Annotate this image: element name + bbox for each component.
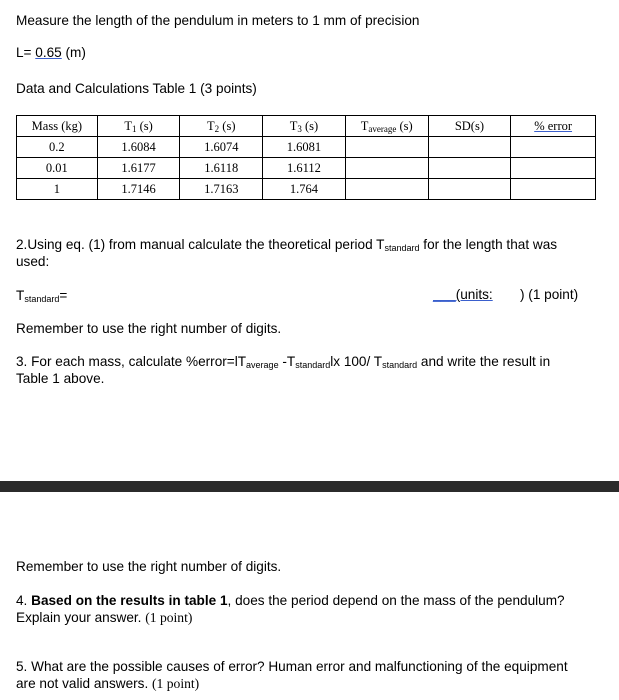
instruction-text: Measure the length of the pendulum in meters to 1 mm of precision [16, 13, 420, 28]
q2-line2: used: [16, 254, 50, 269]
header-t1: $T_1$ (s) [97, 116, 180, 137]
cell-t1: 1.6084 [97, 137, 180, 158]
header-sd: SD(s) [428, 116, 511, 137]
q3-line1: 3. For each mass, calculate $\%error=lT_{average}$ $-T_{standard}lx$ 100/ $T_{standard}$ and write the result in [16, 354, 551, 370]
cell-mass: 0.2 [17, 137, 98, 158]
length-label: L= [16, 45, 36, 60]
cell-t2: 1.7163 [180, 179, 263, 200]
cell-mass: 0.01 [17, 158, 98, 179]
cell-sd[interactable] [428, 158, 511, 179]
length-line [16, 44, 86, 61]
q2-line1: 2.Using eq. (1) from manual calculate the theoretical period $T_{standard}$ for the length that was [16, 237, 558, 253]
table-header-row [17, 116, 596, 137]
units-field[interactable]: ___(units: [433, 287, 493, 302]
table-row [17, 179, 596, 200]
cell-error[interactable] [511, 137, 596, 158]
header-t3: $T_3$ (s) [263, 116, 346, 137]
q4-line1: 4. Based on the results in table 1, does the period depend on the mass of the pendulum? [16, 593, 565, 608]
cell-t3: 1.6112 [263, 158, 346, 179]
q5-line2: are not valid answers. (1 point) [16, 676, 200, 691]
length-value[interactable]: 0.65 [35, 45, 62, 60]
cell-t2: 1.6074 [180, 137, 263, 158]
q4-bold: Based on the results in table 1 [31, 593, 228, 608]
cell-error[interactable] [511, 179, 596, 200]
table-row [17, 158, 596, 179]
header-t2: $T_2$ (s) [180, 116, 263, 137]
length-unit: (m) [61, 45, 86, 60]
cell-error[interactable] [511, 158, 596, 179]
units-points: ) (1 point) [520, 287, 579, 302]
cell-sd[interactable] [428, 137, 511, 158]
cell-taverage[interactable] [345, 137, 428, 158]
cell-taverage[interactable] [345, 179, 428, 200]
t-standard-answer[interactable]: $T_{standard}=$ [16, 288, 68, 304]
table-row [17, 137, 596, 158]
header-error: % error [511, 116, 596, 137]
cell-t1: 1.6177 [97, 158, 180, 179]
table-title: Data and Calculations Table 1 (3 points) [16, 81, 257, 96]
cell-t3: 1.6081 [263, 137, 346, 158]
q5-line1: 5. What are the possible causes of error? Human error and malfunctioning of the equipment [16, 659, 568, 674]
header-mass: Mass (kg) [17, 116, 98, 137]
cell-t1: 1.7146 [97, 179, 180, 200]
cell-taverage[interactable] [345, 158, 428, 179]
cell-sd[interactable] [428, 179, 511, 200]
separator-bar [0, 481, 619, 492]
reminder-1: Remember to use the right number of digits. [16, 321, 282, 336]
header-taverage: $T_{average}$ (s) [345, 116, 428, 137]
cell-mass: 1 [17, 179, 98, 200]
cell-t2: 1.6118 [180, 158, 263, 179]
cell-t3: 1.764 [263, 179, 346, 200]
data-table [16, 115, 596, 200]
q3-line2: Table 1 above. [16, 371, 105, 386]
reminder-2: Remember to use the right number of digits. [16, 559, 282, 574]
q4-line2: Explain your answer. (1 point) [16, 610, 193, 625]
